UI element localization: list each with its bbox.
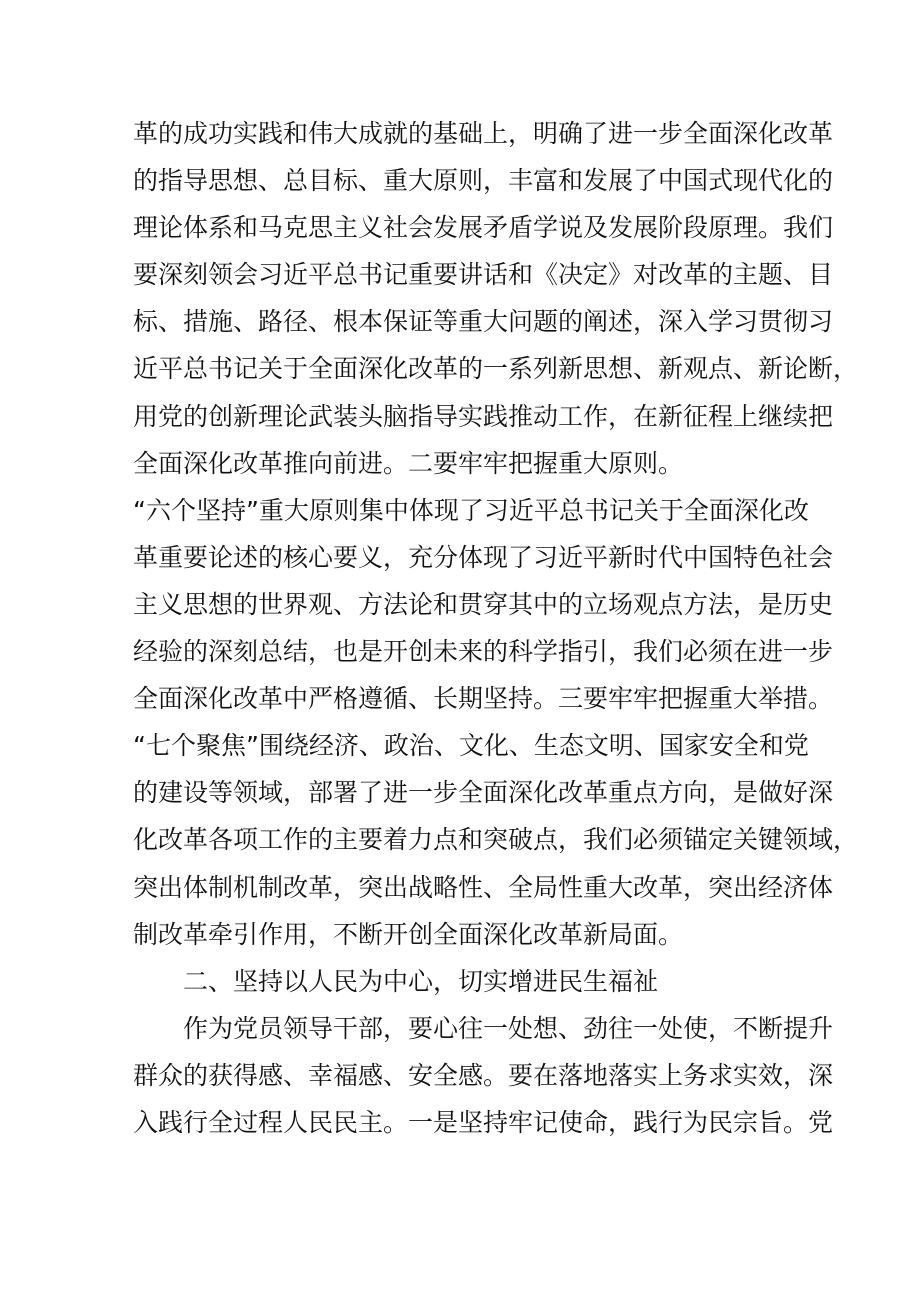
paragraph-first-line: 作为党员领导干部，要心往一处想、劲往一处使，不断提升 xyxy=(183,1013,834,1043)
text-line: 制改革牵引作用，不断开创全面深化改革新局面。 xyxy=(133,919,684,949)
text-line: 理论体系和马克思主义社会发展矛盾学说及发展阶段原理。我们 xyxy=(133,213,834,243)
text-line: 突出体制机制改革，突出战略性、全局性重大改革，突出经济体 xyxy=(133,872,834,902)
text-line: 的建设等领域，部署了进一步全面深化改革重点方向，是做好深 xyxy=(133,778,834,808)
text-line: “六个坚持”重大原则集中体现了习近平总书记关于全面深化改 xyxy=(133,495,809,525)
text-line: 革的成功实践和伟大成就的基础上，明确了进一步全面深化改革 xyxy=(133,119,834,148)
text-line: 群众的获得感、幸福感、安全感。要在落地落实上务求实效，深 xyxy=(133,1060,834,1090)
text-line: 主义思想的世界观、方法论和贯穿其中的立场观点方法，是历史 xyxy=(133,589,834,619)
text-line: 化改革各项工作的主要着力点和突破点，我们必须锚定关键领域， xyxy=(133,825,859,855)
body-text xyxy=(133,110,859,1146)
text-line: 要深刻领会习近平总书记重要讲话和《决定》对改革的主题、目 xyxy=(133,260,834,290)
text-line: 革重要论述的核心要义，充分体现了习近平新时代中国特色社会 xyxy=(133,542,834,572)
text-line: 用党的创新理论武装头脑指导实践推动工作，在新征程上继续把 xyxy=(133,401,834,431)
text-line: 全面深化改革推向前进。二要牢牢把握重大原则。 xyxy=(133,448,684,478)
text-line: “七个聚焦”围绕经济、政治、文化、生态文明、国家安全和党 xyxy=(133,731,809,761)
text-line: 标、措施、路径、根本保证等重大问题的阐述，深入学习贯彻习 xyxy=(133,307,834,337)
text-line: 全面深化改革中严格遵循、长期坚持。三要牢牢把握重大举措。 xyxy=(133,684,834,714)
text-line: 的指导思想、总目标、重大原则，丰富和发展了中国式现代化的 xyxy=(133,166,834,196)
text-line: 经验的深刻总结，也是开创未来的科学指引，我们必须在进一步 xyxy=(133,637,834,667)
section-heading: 二、坚持以人民为中心，切实增进民生福祉 xyxy=(183,966,659,996)
text-line: 入践行全过程人民民主。一是坚持牢记使命，践行为民宗旨。党 xyxy=(133,1107,834,1137)
text-line: 近平总书记关于全面深化改革的一系列新思想、新观点、新论断， xyxy=(133,354,859,384)
